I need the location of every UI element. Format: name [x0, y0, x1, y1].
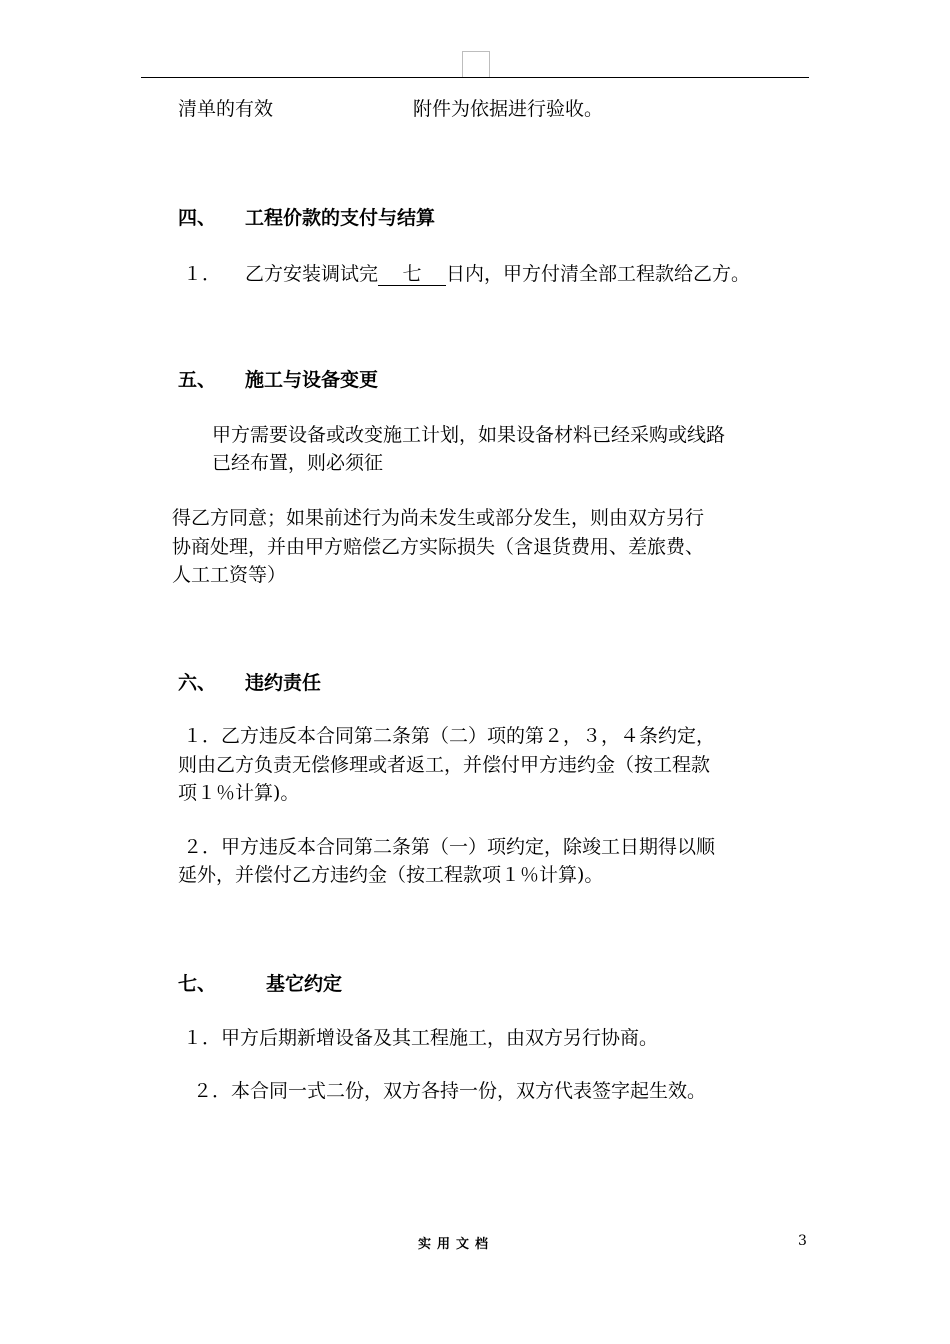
- section-6-item-1-line-2: 则由乙方负责无偿修理或者返工，并偿付甲方违约金（按工程款: [178, 754, 711, 776]
- section-5-title: 施工与设备变更: [245, 369, 379, 391]
- section-7-item-1: １．甲方后期新增设备及其工程施工，由双方另行协商。: [183, 1027, 659, 1049]
- section-4-item-1: [245, 262, 750, 287]
- section-5-line-5: 人工工资等）: [172, 564, 287, 586]
- section-6-item-2-line-2: 延外，并偿付乙方违约金（按工程款项１％计算)。: [178, 864, 604, 886]
- section-4-item-1-post: 日内，甲方付清全部工程款给乙方。: [446, 263, 751, 285]
- section-7-number: 七、: [178, 973, 217, 995]
- section-4-number: 四、: [178, 207, 217, 229]
- section-6-item-2-line-1: ２．甲方违反本合同第二条第（一）项约定，除竣工日期得以顺: [183, 836, 716, 858]
- section-6-number: 六、: [178, 672, 217, 694]
- section-7-title: 基它约定: [266, 973, 343, 995]
- section-5-line-1: 甲方需要设备或改变施工计划，如果设备材料已经采购或线路: [212, 424, 726, 446]
- header-frame: [462, 51, 490, 78]
- page-number: 3: [798, 1233, 807, 1249]
- section-5-line-2: 已经布置，则必须征: [212, 452, 384, 474]
- continuation-right: 附件为依据进行验收。: [413, 98, 604, 120]
- header-rule: [141, 77, 809, 78]
- continuation-left: 清单的有效: [178, 98, 274, 120]
- section-5-line-4: 协商处理，并由甲方赔偿乙方实际损失（含退货费用、差旅费、: [172, 536, 705, 558]
- section-5-number: 五、: [178, 369, 217, 391]
- section-4-title: 工程价款的支付与结算: [245, 207, 436, 229]
- section-6-item-1-line-3: 项１％计算)。: [178, 782, 300, 804]
- section-4-item-1-number: １．: [183, 263, 222, 285]
- section-4-item-1-pre: 乙方安装调试完: [245, 263, 379, 285]
- payment-days-blank: 七: [378, 263, 446, 286]
- section-5-line-3: 得乙方同意；如果前述行为尚未发生或部分发生，则由双方另行: [172, 507, 705, 529]
- section-7-item-2: ２．本合同一式二份，双方各持一份，双方代表签字起生效。: [193, 1080, 707, 1102]
- section-6-title: 违约责任: [245, 672, 322, 694]
- footer-label: 实用文档: [418, 1237, 495, 1252]
- section-6-item-1-line-1: １．乙方违反本合同第二条第（二）项的第２，３，４条约定，: [183, 725, 716, 747]
